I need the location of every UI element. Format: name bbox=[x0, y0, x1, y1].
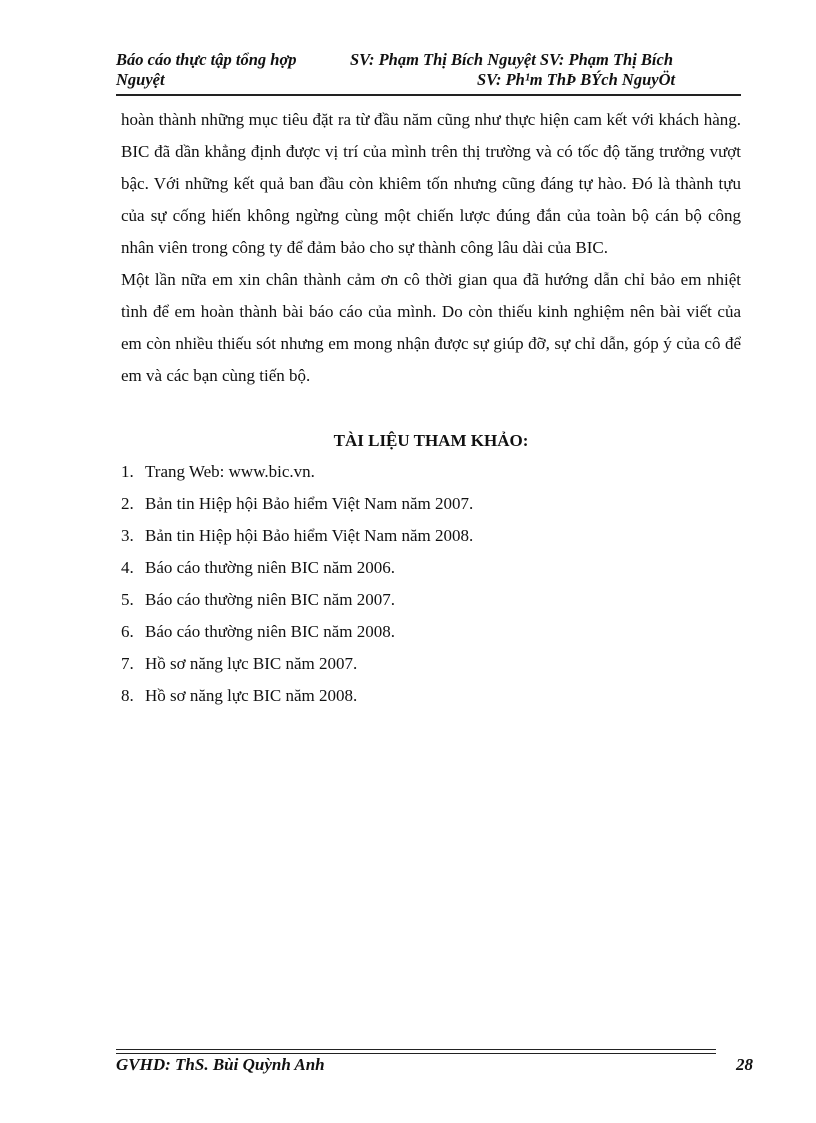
reference-item: 6. Báo cáo thường niên BIC năm 2008. bbox=[121, 622, 396, 641]
reference-item: 1. Trang Web: www.bic.vn. bbox=[121, 462, 315, 481]
footer-divider bbox=[116, 1049, 716, 1050]
references-list bbox=[121, 456, 741, 712]
header-divider bbox=[116, 94, 741, 96]
paragraph-thanks: Một lần nữa em xin chân thành cảm ơn cô thời gian qua đã hướng dẫn chỉ bảo em nhiệt tình để em hoàn thành bài báo cáo của mình. Do còn thiếu kinh nghiệm nên bài viết của em còn nhiều thiếu sót nhưng em mong nhận được sự giúp đỡ, sự chỉ dẫn, góp ý của cô để em và các bạn cùng tiến bộ. bbox=[121, 270, 741, 385]
page-header-line-1 bbox=[116, 50, 740, 70]
reference-item: 8. Hồ sơ năng lực BIC năm 2008. bbox=[121, 686, 358, 705]
reference-item: 3. Bản tin Hiệp hội Bảo hiểm Việt Nam năm 2008. bbox=[121, 526, 474, 545]
reference-item: 7. Hồ sơ năng lực BIC năm 2007. bbox=[121, 654, 358, 673]
page-header-line-2 bbox=[116, 70, 740, 90]
report-title: Báo cáo thực tập tổng hợp bbox=[116, 50, 297, 69]
body-text bbox=[121, 104, 741, 392]
reference-item: 5. Báo cáo thường niên BIC năm 2007. bbox=[121, 590, 396, 609]
student-name-header: SV: Phạm Thị Bích Nguyệt SV: Phạm Thị Bích bbox=[350, 50, 674, 69]
paragraph-conclusion: hoàn thành những mục tiêu đặt ra từ đầu năm cũng như thực hiện cam kết với khách hàng. BIC đã dần khẳng định được vị trí của mình trên thị trường và có tốc độ tăng trưởng vượt bậc. Với những kết quả ban đầu còn khiêm tốn nhưng cũng đáng tự hào. Đó là thành tựu của sự cống hiến không ngừng cùng một chiến lược đúng đắn của toàn bộ cán bộ công nhân viên trong công ty để đảm bảo cho sự thành công lâu dài của BIC. bbox=[121, 110, 741, 257]
page-number: 28 bbox=[736, 1055, 753, 1074]
student-name-garbled: SV: Ph¹m ThÞ BÝch NguyÖt bbox=[477, 70, 676, 89]
reference-item: 4. Báo cáo thường niên BIC năm 2006. bbox=[121, 558, 396, 577]
student-name-continued: Nguyệt bbox=[116, 70, 165, 89]
advisor-name: GVHD: ThS. Bùi Quỳnh Anh bbox=[116, 1055, 325, 1074]
references-title: TÀI LIỆU THAM KHẢO: bbox=[333, 431, 529, 450]
reference-item: 2. Bản tin Hiệp hội Bảo hiểm Việt Nam năm 2007. bbox=[121, 494, 474, 513]
